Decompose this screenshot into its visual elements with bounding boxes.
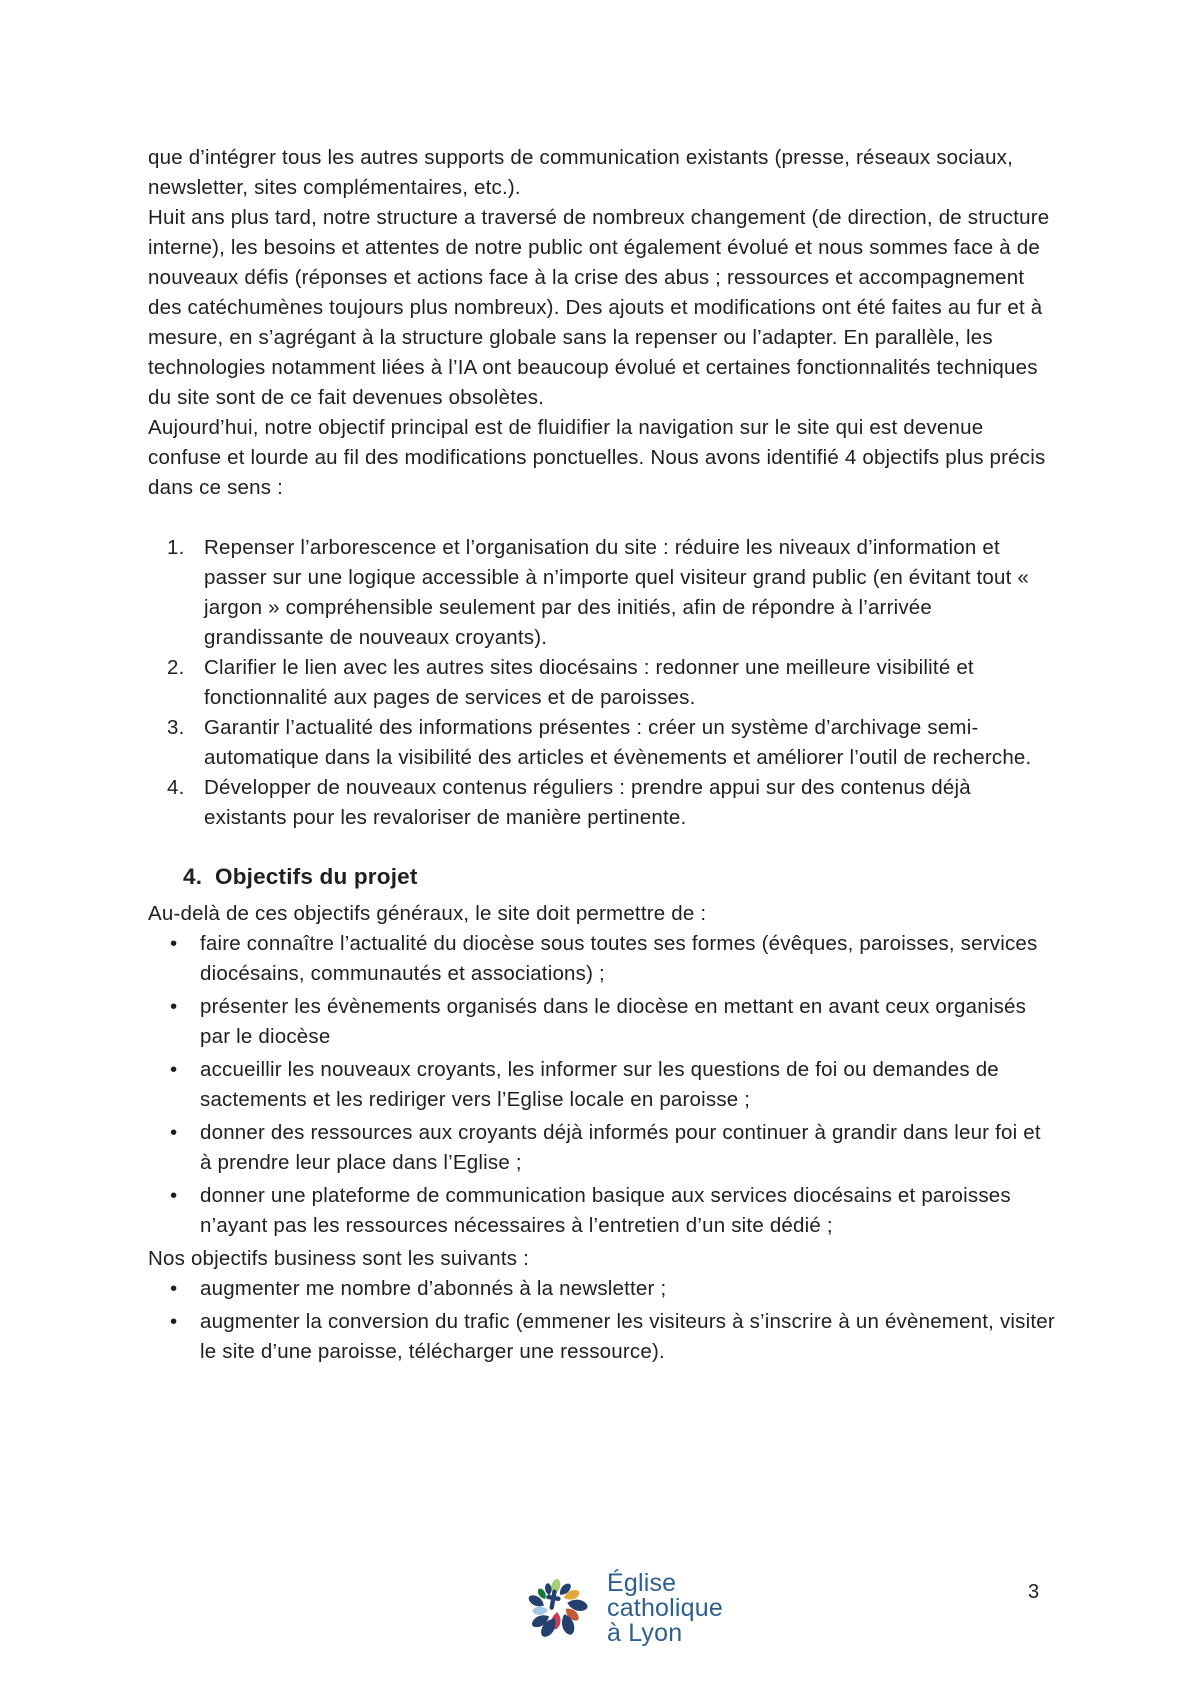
bullet-icon: • [170, 995, 178, 1018]
paragraph: Aujourd’hui, notre objectif principal est de fluidifier la navigation sur le site qui est devenue confuse et lourde au fil des modifications ponctuelles. Nous avons identifié 4 objectifs plus précis dans ce sens : [148, 416, 1046, 499]
logo-wordmark [607, 1571, 723, 1646]
list-item [148, 929, 1056, 989]
bullet-icon: • [170, 1310, 178, 1333]
item-text: augmenter la conversion du trafic (emmener les visiteurs à s’inscrire à un évènement, visiter le site d’une paroisse, télécharger une ressource). [200, 1310, 1055, 1363]
item-text: donner des ressources aux croyants déjà informés pour continuer à grandir dans leur foi et à prendre leur place dans l’Eglise ; [200, 1121, 1041, 1174]
list-item [148, 1055, 1056, 1115]
heading-marker: 4. [183, 864, 203, 889]
item-marker: 1. [167, 536, 185, 559]
item-marker: 2. [167, 656, 185, 679]
list-item [148, 533, 1056, 653]
heading-title: Objectifs du projet [215, 864, 418, 889]
bullet-icon: • [170, 1121, 178, 1144]
list-item [148, 773, 1056, 833]
numbered-list [148, 533, 1056, 833]
bullet-icon: • [170, 1058, 178, 1081]
item-text: Développer de nouveaux contenus réguliers : prendre appui sur des contenus déjà existants pour les revaloriser de manière pertinente. [204, 776, 971, 829]
item-text: Garantir l’actualité des informations présentes : créer un système d’archivage semi-automatique dans la visibilité des articles et évènements et améliorer l’outil de recherche. [204, 716, 1032, 769]
list-item [148, 653, 1056, 713]
list-item [148, 1274, 1056, 1304]
bullet-icon: • [170, 932, 178, 955]
list-item [148, 713, 1056, 773]
item-text: présenter les évènements organisés dans le diocèse en mettant en avant ceux organisés par le diocèse [200, 995, 1027, 1048]
logo-petal [532, 1606, 548, 1615]
bullet-icon: • [170, 1184, 178, 1207]
item-text: accueillir les nouveaux croyants, les informer sur les questions de foi ou demandes de sactements et les rediriger vers l’Eglise locale en paroisse ; [200, 1058, 999, 1111]
logo-text-line: Église [607, 1569, 677, 1597]
item-marker: 3. [167, 716, 185, 739]
bullet-list-site-goals [148, 929, 1056, 1241]
item-text: Repenser l’arborescence et l’organisation du site : réduire les niveaux d’information et passer sur une logique accessible à n’importe quel visiteur grand public (en évitant tout « jargon » compréhensible seulement par des initiés, afin de répondre à l’arrivée grandissante de nouveaux croyants). [204, 536, 1029, 649]
logo-text-line: à Lyon [607, 1619, 683, 1647]
item-text: donner une plateforme de communication basique aux services diocésains et paroisses n’ayant pas les ressources nécessaires à l’entretien d’un site dédié ; [200, 1184, 1011, 1237]
logo-text-line: catholique [607, 1594, 723, 1622]
document-body [148, 143, 1056, 1370]
list-item [148, 1307, 1056, 1367]
logo-petal [544, 1583, 552, 1596]
section-heading [148, 861, 1056, 893]
bullet-list-business-goals [148, 1274, 1056, 1367]
paragraph: Nos objectifs business sont les suivants : [148, 1247, 529, 1270]
paragraph: que d’intégrer tous les autres supports de communication existants (presse, réseaux sociaux, newsletter, sites complémentaires, etc.). [148, 146, 1014, 199]
item-marker: 4. [167, 776, 185, 799]
footer-logo [521, 1569, 723, 1646]
paragraph: Huit ans plus tard, notre structure a traversé de nombreux changement (de direction, de structure interne), les besoins et attentes de notre public ont également évolué et nous sommes face à de nouveaux défis (réponses et actions face à la crise des abus ; ressources et accompagnement des catéchumènes toujours plus nombreux). Des ajouts et modifications ont été faites au fur et à mesure, en s’agrégant à la structure globale sans la repenser ou l’adapter. En parallèle, les technologies notamment liées à l’IA ont beaucoup évolué et certaines fonctionnalités techniques du site sont de ce fait devenues obsolètes. [148, 206, 1050, 409]
item-text: Clarifier le lien avec les autres sites diocésains : redonner une meilleure visibilité et fonctionnalité aux pages de services et de paroisses. [204, 656, 974, 709]
item-text: faire connaître l’actualité du diocèse sous toutes ses formes (évêques, paroisses, services diocésains, communautés et associations) ; [200, 932, 1038, 985]
list-item [148, 1118, 1056, 1178]
paragraph: Au-delà de ces objectifs généraux, le site doit permettre de : [148, 902, 707, 925]
list-item [148, 992, 1056, 1052]
list-item [148, 1181, 1056, 1241]
bullet-icon: • [170, 1277, 178, 1300]
page-number: 3 [1028, 1581, 1040, 1603]
diocese-logo-icon [521, 1569, 591, 1645]
item-text: augmenter me nombre d’abonnés à la newsletter ; [200, 1277, 667, 1300]
